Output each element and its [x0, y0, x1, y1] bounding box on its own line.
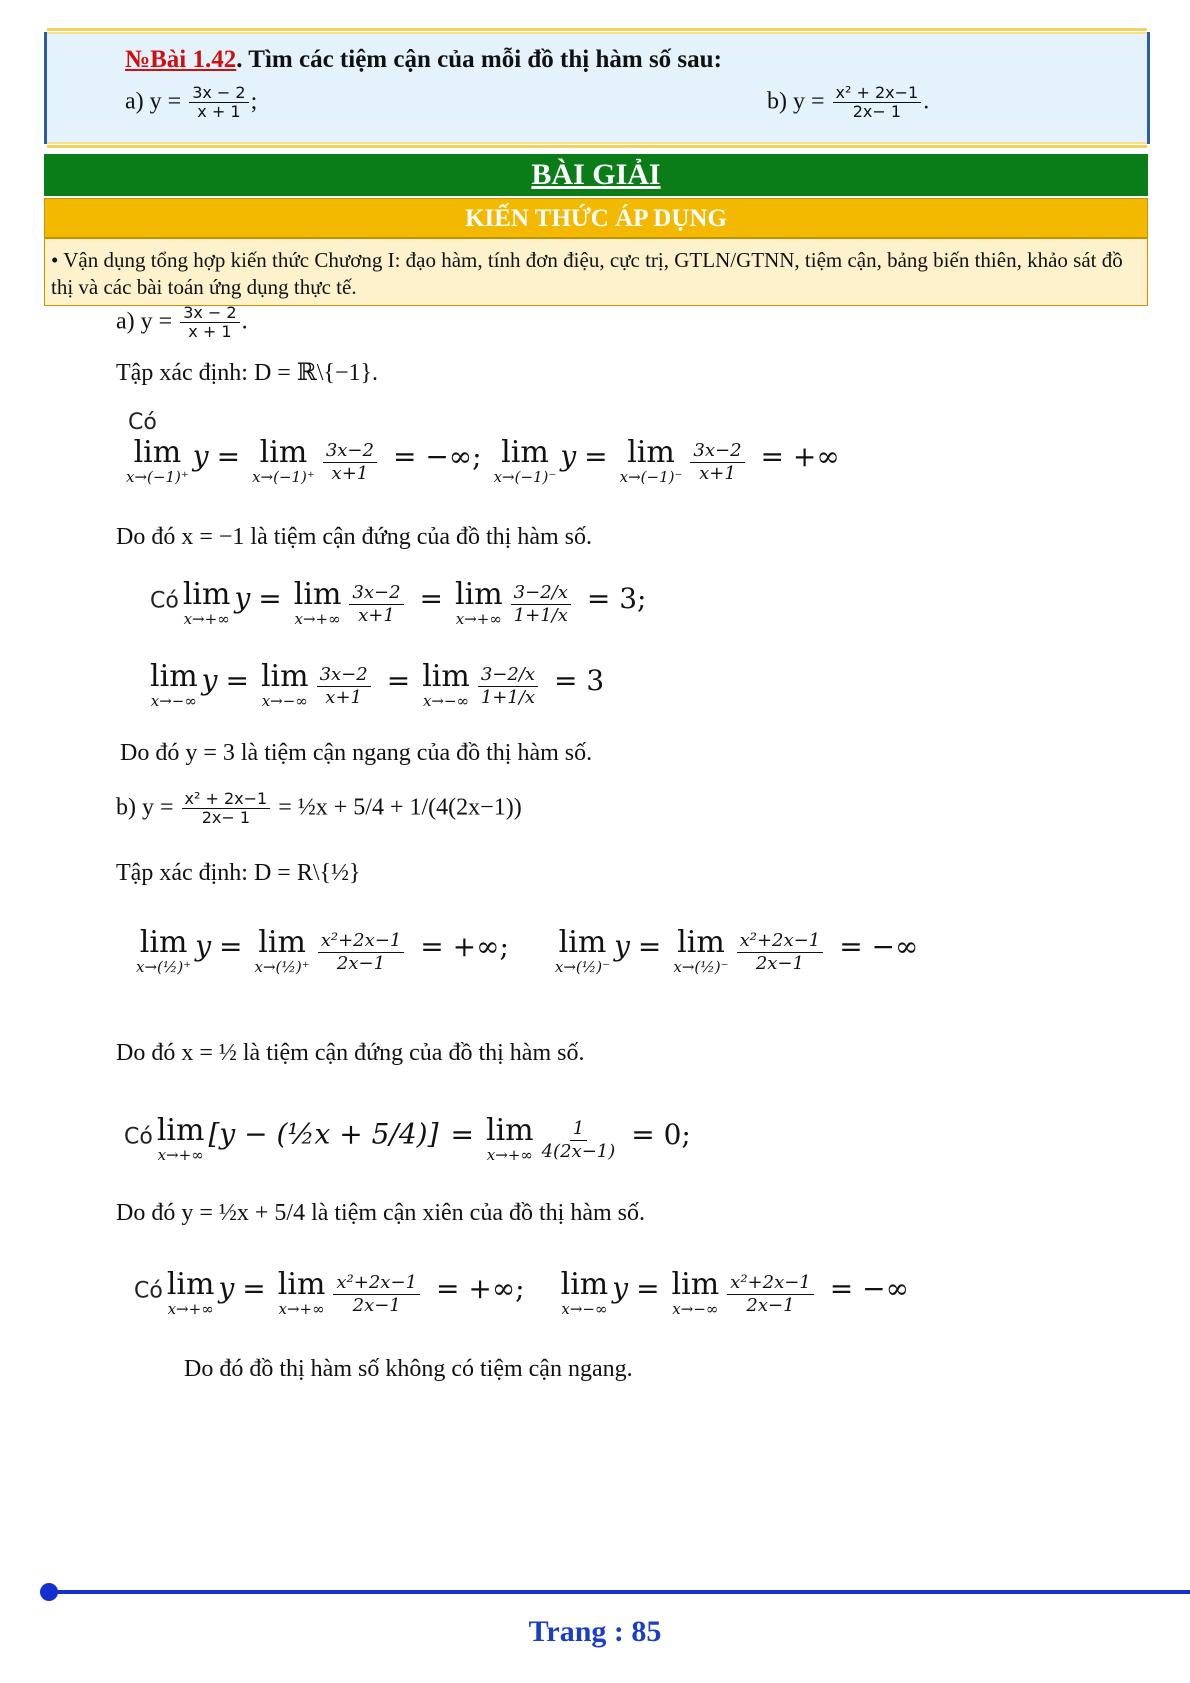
- solution-b-fraction: $\frac{\text{x² + 2x−1}}{2x- 1}$: [182, 790, 271, 828]
- solution-a-domain: Tập xác định: D = ℝ\{−1}.: [116, 360, 379, 386]
- limit-result: = 3: [554, 663, 605, 697]
- part-a-label: a) y =: [125, 88, 182, 115]
- lim-operator: lim x→(−1)⁻: [493, 435, 557, 486]
- problem-statement: . Tìm các tiệm cận của mỗi đồ thị hàm số sau:: [236, 46, 722, 73]
- lim-operator: lim x→(½)⁻: [673, 925, 729, 976]
- limit-result: = 0;: [631, 1117, 691, 1151]
- limit-result: = −∞: [829, 1271, 909, 1305]
- limit-fraction: $\frac{3x-2}{x+1}$: [690, 440, 744, 484]
- lim-operator: lim x→+∞: [485, 1113, 534, 1164]
- conclusion-vertical-b: Do đó x = ½ là tiệm cận đứng của đồ thị hàm số.: [116, 1040, 585, 1066]
- knowledge-text: • Vận dụng tổng hợp kiến thức Chương I: đạo hàm, tính đơn điệu, cực trị, GTLN/GTNN, tiệm cận, bảng biến thiên, khảo sát đồ thị và các bài toán ứng dụng thực tế.: [44, 238, 1148, 306]
- lim-operator: lim x→+∞: [156, 1113, 205, 1164]
- problem-number: №Bài 1.42: [125, 46, 237, 73]
- limit-result: = −∞: [839, 929, 919, 963]
- lim-operator: lim x→−∞: [671, 1267, 720, 1318]
- problem-part-a: a) y = $\frac{3x - 2}{x + 1}$ ;: [125, 83, 258, 122]
- limit-row-b3: Có lim x→+∞ y = lim x→+∞ $\frac{\text{x²+2x−1}}{2x-1}$ = +∞; lim x→−∞ y = lim x→−∞ $\frac{\text{x²+2x−1}}{2x-1}$ = −∞: [134, 1267, 909, 1318]
- knowledge-header: KIẾN THỨC ÁP DỤNG: [44, 198, 1148, 238]
- conclusion-horizontal-a: Do đó y = 3 là tiệm cận ngang của đồ thị hàm số.: [120, 740, 593, 766]
- limit-result: = 3;: [586, 581, 647, 615]
- lim-operator: lim x→(½)⁻: [554, 925, 611, 976]
- problem-box: [44, 32, 1150, 144]
- limit-row-b1: lim x→(½)⁺ y = lim x→(½)⁺ $\frac{\text{x²+2x−1}}{2x-1}$ = +∞; lim x→(½)⁻ y = lim x→(½)⁻ $\frac{\text{x²+2x−1}}{2x-1}$ = −∞: [136, 925, 919, 976]
- solution-b-decomposition: = ½x + 5/4 + 1/(4(2x−1)): [278, 794, 522, 821]
- conclusion-vertical-a: Do đó x = −1 là tiệm cận đứng của đồ thị hàm số.: [116, 524, 592, 550]
- footer-dot: [40, 1583, 58, 1601]
- lim-operator: lim x→+∞: [182, 577, 231, 628]
- solution-a-fraction: $\frac{3x - 2}{x + 1}$: [180, 304, 239, 342]
- limit-result: = +∞;: [436, 1271, 525, 1305]
- lim-operator: lim x→−∞: [560, 1267, 609, 1318]
- conclusion-oblique-b: Do đó y = ½x + 5/4 là tiệm cận xiên của đồ thị hàm số.: [116, 1200, 645, 1226]
- lim-operator: lim x→+∞: [293, 577, 342, 628]
- limit-result: = −∞;: [392, 439, 482, 473]
- solution-b-domain: Tập xác định: D = R\{½}: [116, 860, 361, 886]
- co-label-1: Có: [128, 410, 157, 435]
- lim-operator: lim x→(½)⁺: [136, 925, 192, 976]
- problem-title: [125, 46, 722, 74]
- limit-fraction: $\frac{3x-2}{x+1}$: [323, 440, 377, 484]
- lim-operator: lim x→(−1)⁻: [619, 435, 683, 486]
- limit-row-a2: Có lim x→+∞ y = lim x→+∞ $\frac{3x-2}{x+1}$ = lim x→+∞ $\frac{3-2/x}{1+1/x}$ = 3;: [150, 577, 647, 628]
- limit-row-b2: Có lim x→+∞ [y − (½x + 5/4)] = lim x→+∞ $\frac{1}{4(2x-1)}$ = 0;: [124, 1113, 691, 1164]
- part-b-label: b) y =: [767, 88, 825, 115]
- footer-divider: [44, 1590, 1190, 1594]
- lim-operator: lim x→−∞: [422, 659, 470, 710]
- limit-result: = +∞: [760, 439, 840, 473]
- lim-operator: lim x→−∞: [260, 659, 309, 710]
- lim-operator: lim x→+∞: [166, 1267, 215, 1318]
- part-b-fraction: $\frac{\text{x² + 2x−1}}{2x- 1}$: [833, 84, 922, 122]
- part-a-fraction: $\frac{3x - 2}{x + 1}$: [189, 84, 248, 122]
- problem-part-b: b) y = $\frac{\text{x² + 2x−1}}{2x- 1}$ .: [767, 83, 930, 122]
- limit-row-a3: lim x→−∞ y = lim x→−∞ $\frac{3x-2}{x+1}$ = lim x→−∞ $\frac{3-2/x}{1+1/x}$ = 3: [150, 659, 605, 710]
- limit-row-a1: lim x→(−1)⁺ y = lim x→(−1)⁺ $\frac{3x-2}{x+1}$ = −∞; lim x→(−1)⁻ y = lim x→(−1)⁻ $\frac{3x-2}{x+1}$ = +∞: [126, 435, 840, 486]
- lim-operator: lim x→+∞: [277, 1267, 326, 1318]
- conclusion-no-horizontal-b: Do đó đồ thị hàm số không có tiệm cận ngang.: [184, 1356, 633, 1382]
- solution-b-heading: b) y = $\frac{\text{x² + 2x−1}}{2x- 1}$ = ½x + 5/4 + 1/(4(2x−1)): [116, 789, 522, 828]
- page-number: Trang : 85: [528, 1615, 662, 1648]
- lim-operator: lim x→−∞: [150, 659, 198, 710]
- lim-operator: lim x→+∞: [455, 577, 503, 628]
- solution-a-heading: a) y = $\frac{3x - 2}{x + 1}$ .: [116, 303, 248, 342]
- solution-header: BÀI GIẢI: [44, 154, 1148, 196]
- limit-result: = +∞;: [420, 929, 509, 963]
- lim-operator: lim x→(½)⁺: [254, 925, 310, 976]
- lim-operator: lim x→(−1)⁺: [126, 435, 189, 486]
- oblique-expression: [y − (½x + 5/4)]: [208, 1117, 439, 1151]
- lim-operator: lim x→(−1)⁺: [252, 435, 315, 486]
